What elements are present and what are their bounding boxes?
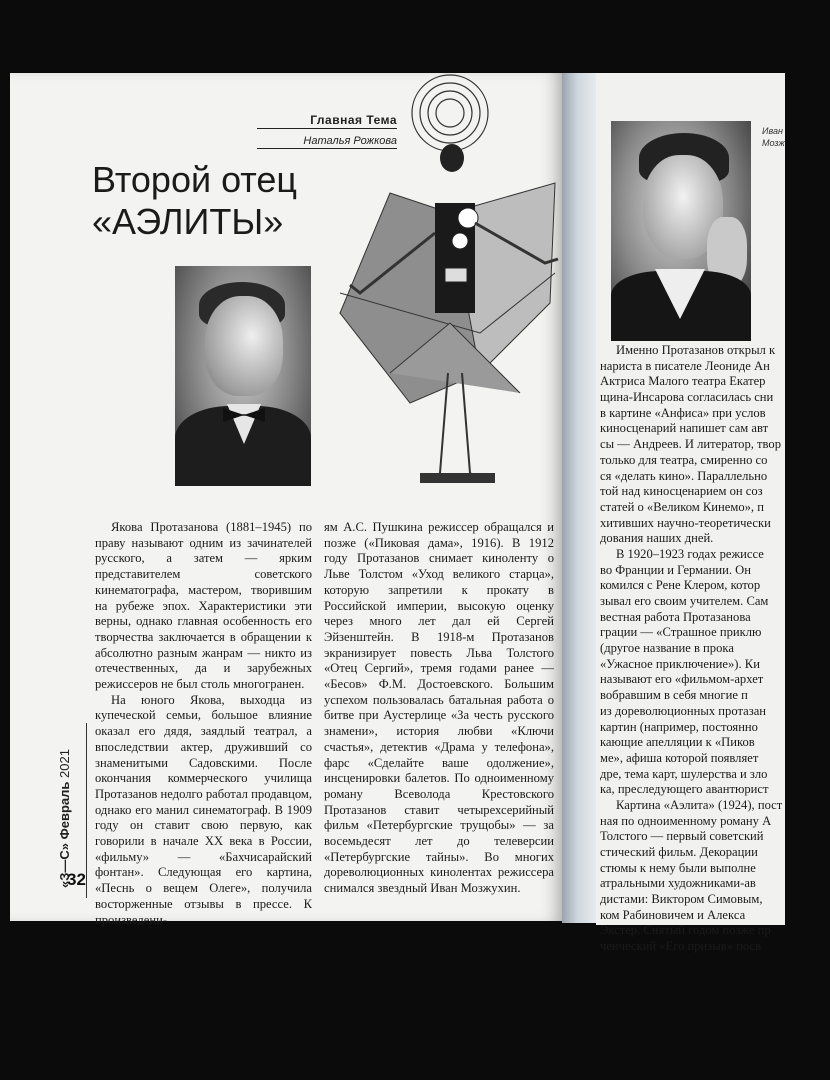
portrait-photo-protazanov (175, 266, 311, 484)
issue-month: Февраль (57, 781, 72, 840)
text-line: щина-Инсарова согласилась сни (600, 390, 774, 405)
text-line: «Ужасное приключение»). Ки (600, 656, 760, 671)
spine-divider (86, 723, 87, 898)
text-line: грации — «Страшное приклю (600, 625, 762, 640)
issue-year: 2021 (57, 749, 72, 778)
text-line: ме», афиша которой появляет (600, 750, 759, 765)
headline-line-1: Второй отец (92, 159, 298, 200)
text-line: во Франции и Германии. Он (600, 562, 751, 577)
right-article-text (600, 343, 830, 955)
text-line: стюмы к нему были выполне (600, 860, 756, 875)
paragraph: Якова Протазанова (1881–1945) по праву называют одним из зачинателей русского, а затем — ярким представителем советского кинематографа, мастером, творившим на рубеже эпох. Характеристики эти верны, однако главная особенность его творчества заключается в обращении к абсолютно разным жанрам — никто из отечественных, да и зарубежных режиссеров не был столь многогранен. (95, 520, 312, 692)
text-line: ная по одноименному роману А (600, 813, 772, 828)
text-line: Актриса Малого театра Екатер (600, 374, 766, 389)
text-line: (другое название в прока (600, 641, 734, 656)
text-line: В 1920–1923 годах режиссе (616, 546, 764, 561)
text-line: картин (например, постоянно (600, 719, 758, 734)
text-line: из дореволюционных протазан (600, 703, 767, 718)
headline-line-2: «АЭЛИТЫ» (92, 201, 284, 242)
text-line: вестная работа Протазанова (600, 609, 751, 624)
text-line: Картина «Аэлита» (1924), пост (616, 797, 783, 812)
magazine-left-page (10, 73, 563, 927)
text-line: ком Рабиновичем и Алекса (600, 907, 746, 922)
text-line: ка, преследующего авантюрист (600, 782, 769, 797)
photo-caption: Иван Мозж (762, 126, 785, 148)
paragraph: ям А.С. Пушкина режиссер обращался и позже («Пиковая дама», 1916). В 1912 году Протазанов снимает киноленту о Льве Толстом «Уход великого старца», которую запретили к прокату в Российской империи, высокую оценку через много лет дал ей Сергей Эйзенштейн. В 1918-м Протазанов экранизирует повесть Льва Толстого «Отец Сергий», тремя годами ранее — «Бесов» Ф.М. Достоевского. Большим успехом пользовалась батальная работа о битве при Аустерлице «За честь русского знамени», история любви «Ключи счастья», детектив «Драма у телефона», фарс «Сделайте ваше одолжение», инсценировки балетов. По одноименному роману Всеволода Крестовского Протазанов ставит четырехсерийный фильм «Петербургские трущобы» — за восемьдесят лет до телеверсии «Петербургские тайны». Во многих дореволюционных кинолентах режиссера снимался звездный Иван Мозжухин. (324, 520, 554, 896)
text-line: называют его «фильмом-архет (600, 672, 764, 687)
text-line: дистами: Виктором Симовым, (600, 892, 763, 907)
text-line: в картине «Анфиса» при услов (600, 405, 766, 420)
text-line: вобравшим в себя многие п (600, 688, 748, 703)
page-number: 32 (67, 870, 86, 889)
article-column-1 (95, 520, 312, 928)
costume-illustration (330, 73, 562, 493)
text-line: только для театра, смиренно со (600, 452, 768, 467)
text-line: Толстого — первый советский (600, 829, 764, 844)
text-line: Экстер. Снятый годом позже пр (600, 923, 771, 938)
text-line: нариста в писателе Леониде Ан (600, 358, 770, 373)
text-line: той над киносценарием он соз (600, 484, 763, 499)
text-line: стический фильм. Декорации (600, 845, 758, 859)
book-gutter (562, 73, 596, 923)
magazine-right-page (596, 73, 785, 954)
article-column-2 (324, 520, 554, 897)
text-line: хитивших научно-теоретически (600, 515, 771, 530)
text-line: кающие апелляции к «Пиков (600, 735, 755, 750)
issue-label (57, 749, 73, 888)
text-line: дования наших дней. (600, 531, 714, 546)
text-line: ся «делать кино». Параллельно (600, 468, 768, 483)
text-line: статей о «Великом Кинемо», п (600, 499, 764, 514)
text-line: ченческий «Его призыв» посв (600, 939, 762, 954)
text-line: сы — Андреев. И литератор, твор (600, 437, 782, 452)
text-line: дре, тема карт, шулерства и зло (600, 766, 768, 781)
section-title: Главная Тема (257, 113, 397, 129)
author-name: Наталья Рожкова (257, 135, 397, 149)
text-line: киносценарий напишет сам авт (600, 421, 769, 436)
text-line: атральными художниками-ав (600, 876, 756, 891)
article-headline (92, 159, 352, 243)
text-line: Именно Протазанов открыл к (616, 343, 776, 357)
magazine-name: «З—С» (57, 843, 72, 888)
paragraph: На юного Якова, выходца из купеческой семьи, большое влияние оказал его дядя, заядлый театрал, а впоследствии актер, друживший со знаменитыми Садовскими. После окончания коммерческого училища Протазанов недолго работал продавцом, однако его манил синематограф. В 1909 году он ставит свою первую, как говорили в начале XX века в России, «фильму» — «Бахчисарайский фонтан». Следующая его картина, «Песнь о вещем Олеге», получила восторженные отзывы в прессе. К произведени- (95, 692, 312, 927)
portrait-photo-mozzhukhin (611, 121, 751, 329)
text-line: комился с Рене Клером, котор (600, 578, 761, 593)
text-line: зывал его своим учителем. Сам (600, 594, 769, 608)
